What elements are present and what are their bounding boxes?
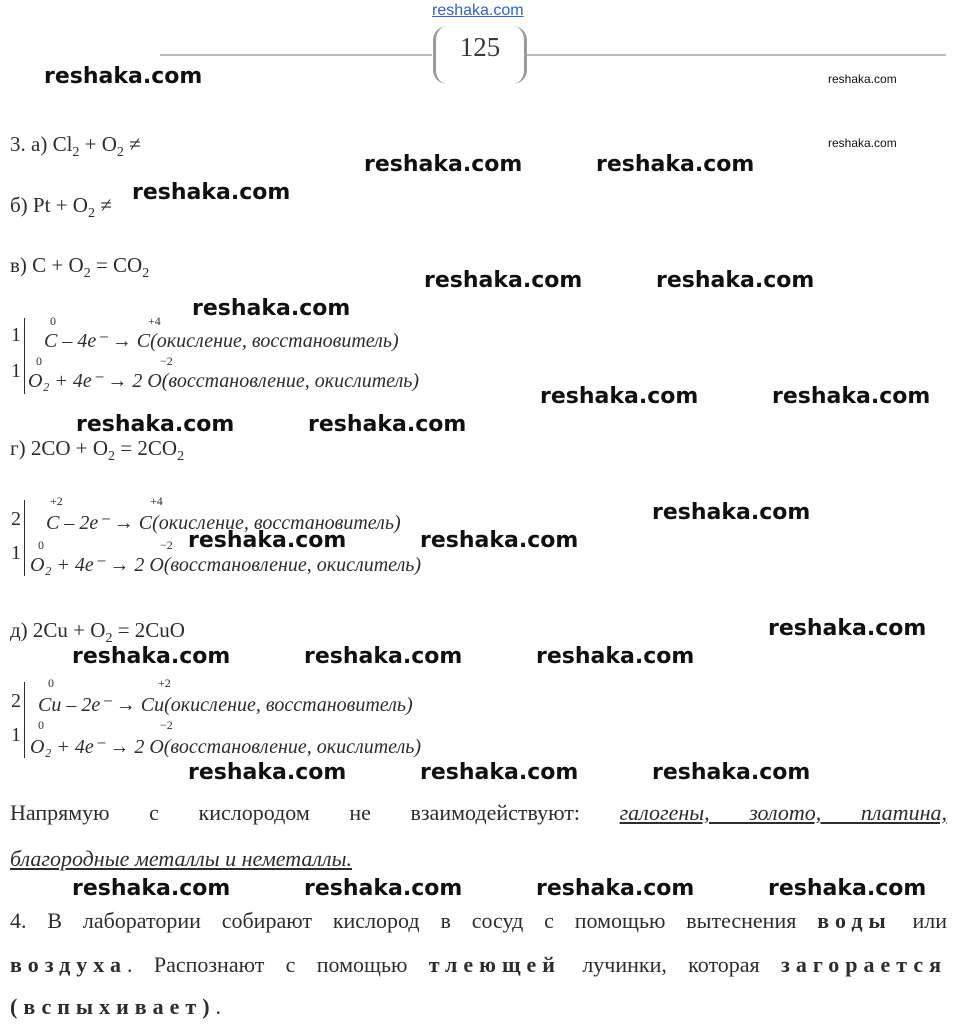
half-reaction-oxidation: Cu – 2e⁻ → Cu(окисление, восстановитель): [38, 694, 413, 716]
watermark: reshaka.com: [304, 876, 463, 901]
oxidation-state: −2: [160, 718, 173, 732]
site-link[interactable]: reshaka.com: [432, 2, 524, 19]
watermark: reshaka.com: [540, 384, 699, 409]
oxidation-state: +2: [158, 676, 171, 690]
task4-line-1: 4. В лаборатории собирают кислород в сосуд с помощью вытеснения воды или: [10, 908, 948, 933]
oxidation-state: −2: [160, 538, 173, 552]
oxidation-state: 0: [38, 538, 44, 552]
oxidation-state: +2: [50, 494, 63, 508]
equation-v: в) $C + O_2 = CO_2$: [10, 253, 150, 282]
watermark: reshaka.com: [652, 760, 811, 785]
oxidation-state: −2: [160, 354, 173, 368]
half-reaction-oxidation: C – 2e⁻ → C(окисление, восстановитель): [46, 512, 401, 534]
oxidation-state: +4: [148, 314, 161, 328]
watermark: reshaka.com: [828, 72, 897, 86]
balance-bar: [24, 500, 25, 576]
watermark: reshaka.com: [536, 876, 695, 901]
watermark: reshaka.com: [656, 268, 815, 293]
coefficient: 2: [11, 690, 21, 712]
oxidation-state: 0: [36, 354, 42, 368]
half-reaction-reduction: O₂ + 4e⁻ → 2 O(восстановление, окислитель): [28, 370, 420, 392]
conclusion-line-1: Напрямую с кислородом не взаимодействуют: галогены, золото, платина,: [10, 800, 947, 825]
oxidation-state: 0: [50, 314, 56, 328]
equation-d: д) $2Cu + O_2 = 2CuO$: [10, 618, 185, 647]
task4-line-2: воздуха. Распознают с помощью тлеющей лучинки, которая загорается: [10, 952, 948, 977]
oxidation-state: 0: [48, 676, 54, 690]
task4-line-3: (вспыхивает).: [10, 994, 222, 1019]
watermark: reshaka.com: [420, 528, 579, 553]
watermark: reshaka.com: [828, 136, 897, 150]
balance-bar: [24, 318, 25, 394]
watermark: reshaka.com: [188, 760, 347, 785]
watermark: reshaka.com: [72, 644, 231, 669]
watermark: reshaka.com: [76, 412, 235, 437]
coefficient: 1: [11, 324, 21, 346]
watermark: reshaka.com: [772, 384, 931, 409]
watermark: reshaka.com: [132, 180, 291, 205]
watermark: reshaka.com: [192, 296, 351, 321]
watermark: reshaka.com: [420, 760, 579, 785]
coefficient: 1: [11, 542, 21, 564]
half-reaction-oxidation: C – 4e⁻ → C(окисление, восстановитель): [44, 330, 399, 352]
equation-a: 3. а) $Cl_2 + O_2$ ≠: [10, 132, 141, 161]
watermark: reshaka.com: [424, 268, 583, 293]
watermark: reshaka.com: [304, 644, 463, 669]
equation-b: б) $Pt + O_2$ ≠: [10, 193, 112, 222]
balance-bar: [24, 682, 25, 758]
coefficient: 1: [11, 360, 21, 382]
equation-g: г) $2CO + O_2 = 2CO_2$: [10, 436, 185, 465]
watermark: reshaka.com: [768, 876, 927, 901]
watermark: reshaka.com: [364, 152, 523, 177]
watermark: reshaka.com: [72, 876, 231, 901]
watermark: reshaka.com: [188, 528, 347, 553]
header-line-left: [160, 54, 432, 56]
watermark: reshaka.com: [536, 644, 695, 669]
page-number: 125: [459, 32, 501, 62]
watermark: reshaka.com: [596, 152, 755, 177]
oxidation-state: +4: [150, 494, 163, 508]
watermark: reshaka.com: [308, 412, 467, 437]
watermark: reshaka.com: [768, 616, 927, 641]
oxidation-state: 0: [38, 718, 44, 732]
conclusion-line-2: благородные металлы и неметаллы.: [10, 846, 353, 871]
half-reaction-reduction: O₂ + 4e⁻ → 2 O(восстановление, окислитель): [30, 554, 422, 576]
watermark: reshaka.com: [44, 64, 203, 89]
header-line-right: [524, 54, 946, 56]
coefficient: 2: [11, 508, 21, 530]
watermark: reshaka.com: [652, 500, 811, 525]
coefficient: 1: [11, 724, 21, 746]
half-reaction-reduction: O₂ + 4e⁻ → 2 O(восстановление, окислитель): [30, 736, 422, 758]
